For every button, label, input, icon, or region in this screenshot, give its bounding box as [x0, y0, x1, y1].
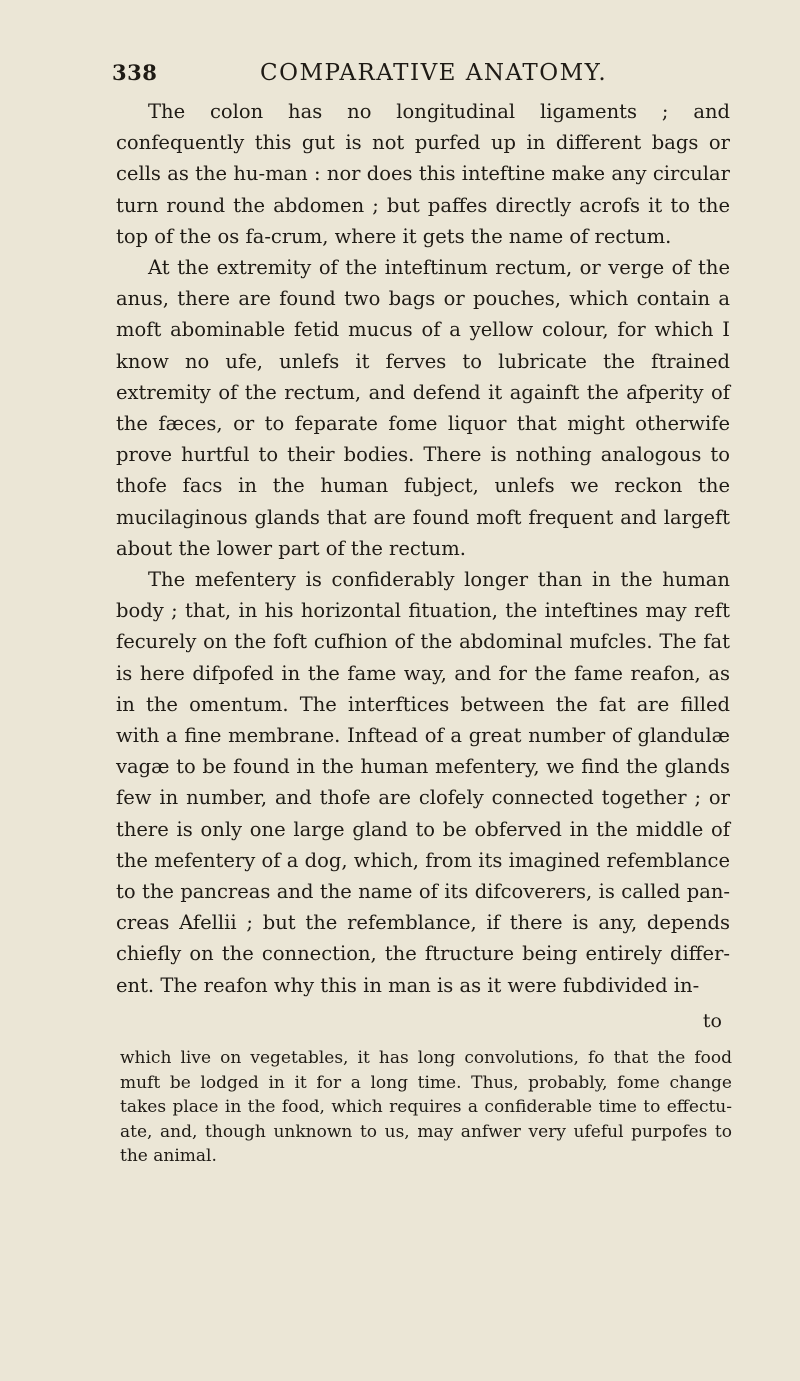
- running-title: COMPARATIVE ANATOMY.: [260, 60, 608, 86]
- page-header: [112, 60, 732, 94]
- footnote: which live on vegetables, it has long convolutions, fo that the food muft be lodged in it for a long time. Thus, probably, fome change takes place in the food, which requires a confiderable time to effectu-ate, and, though unknown to us, may anfwer very ufeful purpofes to the animal.: [120, 1048, 732, 1167]
- paragraph-mesentery: The mefentery is confiderably longer than in the human body ; that, in his horizontal fituation, the inteftines may reft fecurely on the foft cufhion of the abdominal mufcles. The fat is here difpofed in the fame way, and for the fame reafon, as in the omentum. The interftices between the fat are filled with a fine membrane. Inftead of a great number of glandulæ vagæ to be found in the human mefentery, we find the glands few in number, and thofe are clofely connected together ; or there is only one large gland to be obferved in the middle of the mefentery of a dog, which, from its imagined refemblance to the pancreas and the name of its difcoverers, is called pan-creas Afellii ; but the refemblance, if there is any, depends chiefly on the connection, the ftructure being entirely differ-ent. The reafon why this in man is as it were fubdivided in-: [116, 568, 730, 997]
- paragraph-rectum: At the extremity of the inteftinum rectum, or verge of the anus, there are found two bags or pouches, which contain a moft abominable fetid mucus of a yellow colour, for which I know no ufe, unlefs it ferves to lubricate the ftrained extremity of the rectum, and defend it againft the afperity of the fæces, or to feparate fome liquor that might otherwife prove hurtful to their bodies. There is nothing analogous to thofe facs in the human fubject, unlefs we reckon the mucilaginous glands that are found moft frequent and largeft about the lower part of the rectum.: [116, 256, 730, 560]
- paragraph-colon: The colon has no longitudinal ligaments ; and confequently this gut is not purfed up in different bags or cells as the hu-man : nor does this inteftine make any circular turn round the abdomen ; but paffes directly acrofs it to the top of the os fa-crum, where it gets the name of rectum.: [116, 100, 730, 248]
- page-number: 338: [112, 60, 158, 85]
- main-text: [116, 96, 730, 1001]
- catchword: to: [702, 1010, 722, 1032]
